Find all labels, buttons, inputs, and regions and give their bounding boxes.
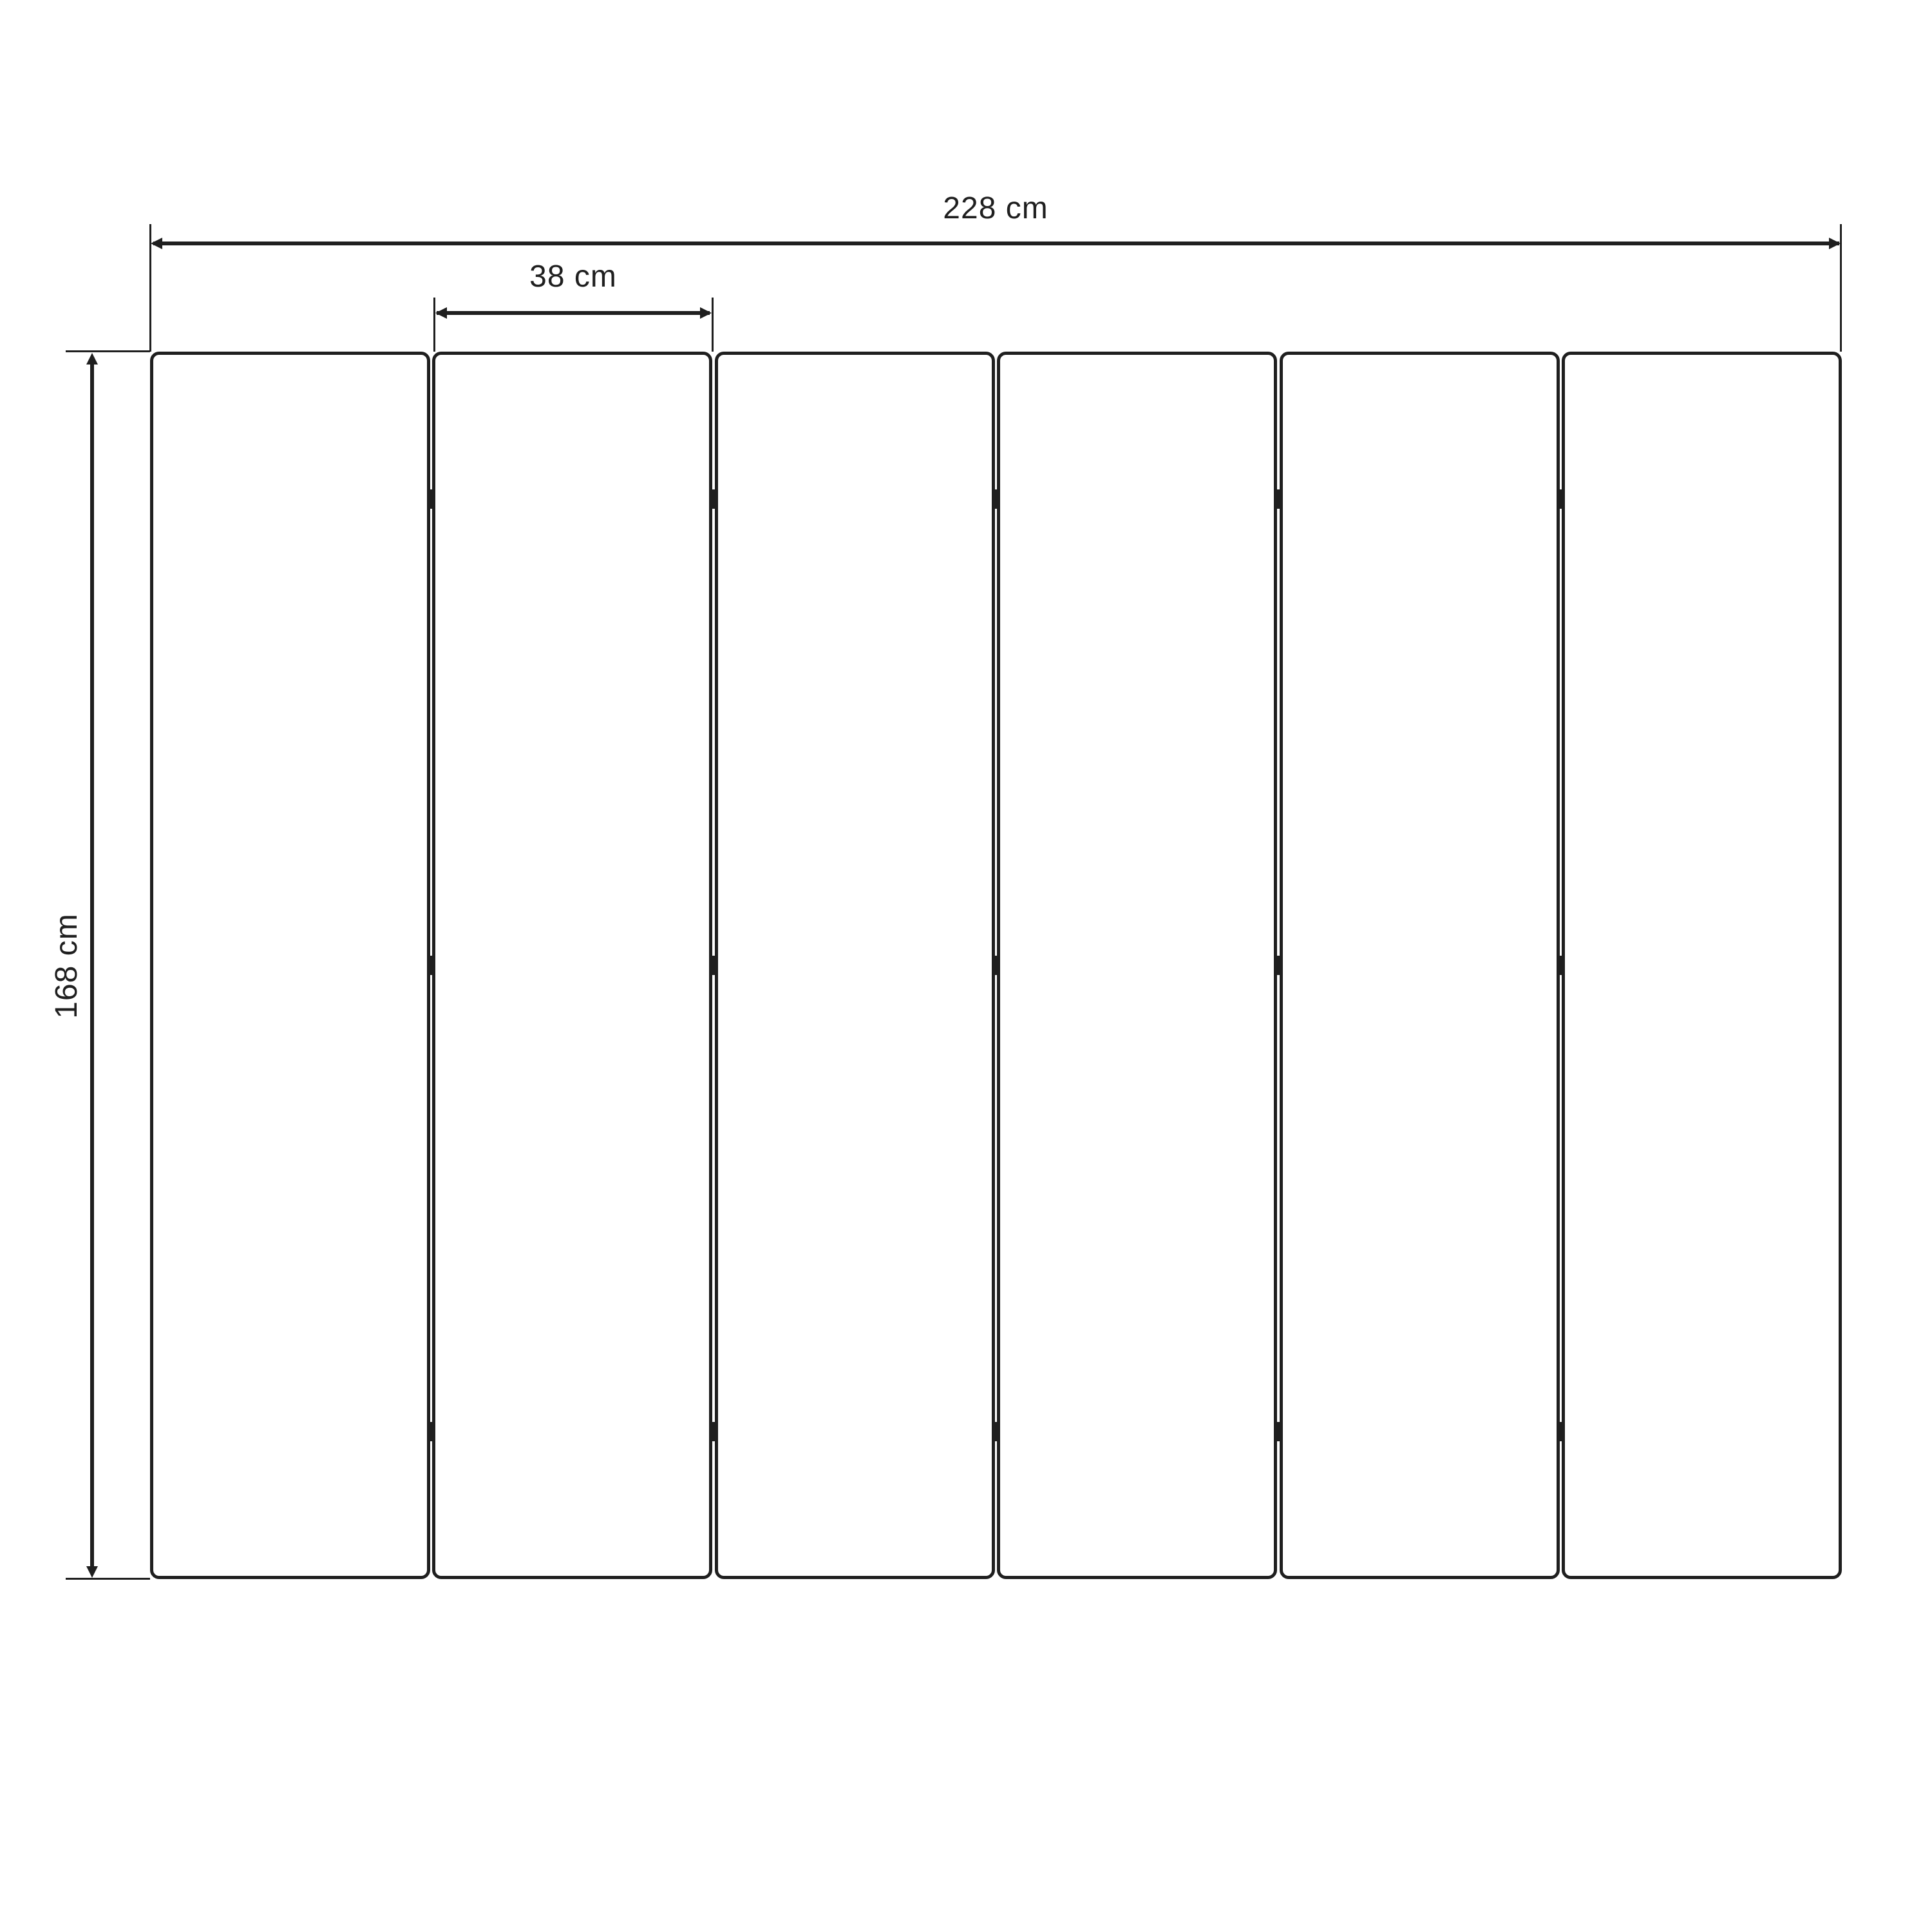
hinge-junction1-2-icon [428, 956, 435, 975]
panel-4 [997, 352, 1277, 1579]
height-arrow-up-icon [86, 353, 98, 365]
panel-width-arrow-left-icon [435, 307, 447, 319]
panel-3 [715, 352, 995, 1579]
hinge-junction5-2-icon [1557, 956, 1564, 975]
hinge-junction3-2-icon [992, 956, 1000, 975]
hinge-junction2-1-icon [710, 489, 717, 509]
panel-width-arrow-right-icon [700, 307, 712, 319]
height-dimension-line [90, 361, 94, 1570]
panel-6 [1562, 352, 1842, 1579]
hinge-junction3-3-icon [992, 1422, 1000, 1441]
hinge-junction4-2-icon [1274, 956, 1282, 975]
hinge-junction4-3-icon [1274, 1422, 1282, 1441]
panel-1 [150, 352, 430, 1579]
hinge-junction1-3-icon [428, 1422, 435, 1441]
hinge-junction4-1-icon [1274, 489, 1282, 509]
height-extension-line-bottom [66, 1578, 150, 1580]
hinge-junction5-3-icon [1557, 1422, 1564, 1441]
panel-width-dimension-line [437, 311, 710, 315]
hinge-junction5-1-icon [1557, 489, 1564, 509]
hinge-junction2-2-icon [710, 956, 717, 975]
total-width-dimension-label: 228 cm [943, 191, 1048, 225]
panel-width-dimension-label: 38 cm [529, 260, 617, 294]
total-width-arrow-right-icon [1829, 238, 1841, 249]
hinge-junction1-1-icon [428, 489, 435, 509]
panel-width-extension-line-left [433, 298, 435, 352]
panel-2 [432, 352, 712, 1579]
total-width-arrow-left-icon [151, 238, 162, 249]
total-width-dimension-line [153, 242, 1839, 245]
hinge-junction2-3-icon [710, 1422, 717, 1441]
panel-width-extension-line-right [712, 298, 714, 352]
height-arrow-down-icon [86, 1566, 98, 1578]
height-dimension-label: 168 cm [50, 913, 84, 1019]
height-extension-line-top [66, 350, 150, 352]
panel-5 [1280, 352, 1560, 1579]
hinge-junction3-1-icon [992, 489, 1000, 509]
